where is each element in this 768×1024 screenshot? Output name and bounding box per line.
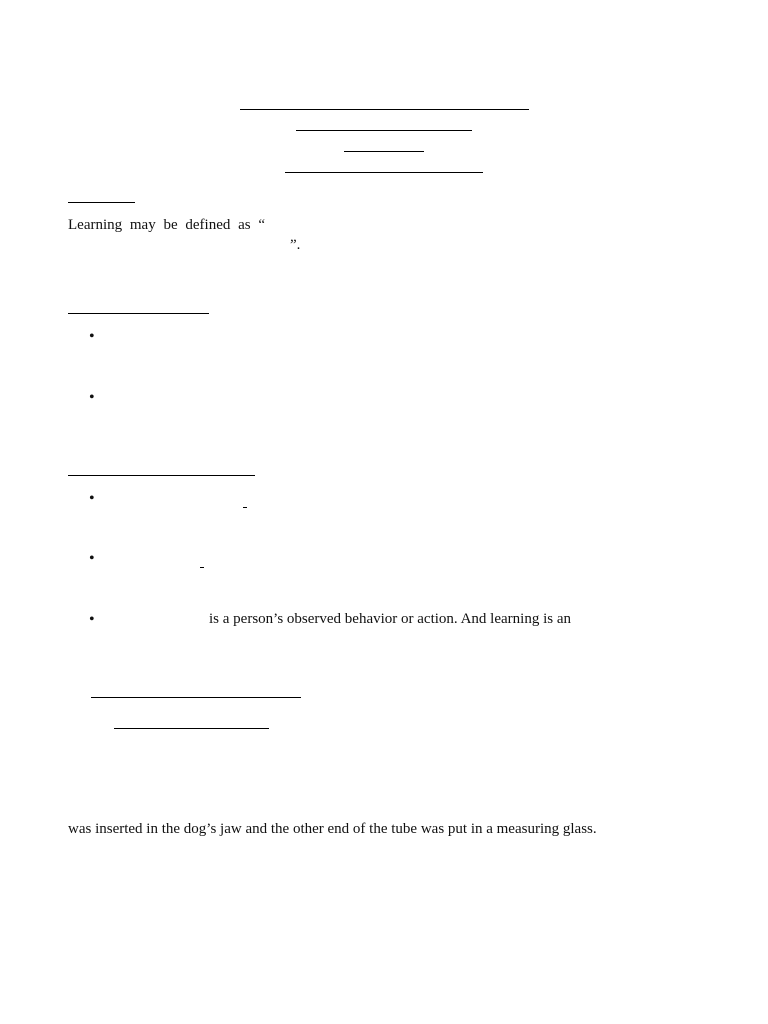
section-3-bullet-3: • [89, 611, 95, 628]
title-underline-4 [285, 172, 483, 173]
subsection-subheading-underline [114, 728, 269, 729]
section-3-bullet-2: • [89, 550, 95, 567]
experiment-description: was inserted in the dog’s jaw and the other end of the tube was put in a measuring glass. [68, 821, 597, 837]
definition-closing-quote: ”. [290, 237, 301, 253]
section-3-heading-underline [68, 475, 255, 476]
section-3-bullet-3-text: is a person’s observed behavior or action. And learning is an [209, 611, 571, 627]
definition-text: Learning may be defined as “ [68, 217, 266, 233]
definition-heading-underline [68, 202, 135, 203]
title-underline-3 [344, 151, 424, 152]
title-underline-1 [240, 109, 529, 110]
section-3-bullet-1: • [89, 490, 95, 507]
section-2-heading-underline [68, 313, 209, 314]
section-3-bullet-2-underline-mark [200, 567, 204, 568]
title-underline-2 [296, 130, 472, 131]
section-2-bullet-2: • [89, 389, 95, 406]
section-2-bullet-1: • [89, 328, 95, 345]
section-3-bullet-1-underline-mark [243, 507, 247, 508]
subsection-heading-underline [91, 697, 301, 698]
